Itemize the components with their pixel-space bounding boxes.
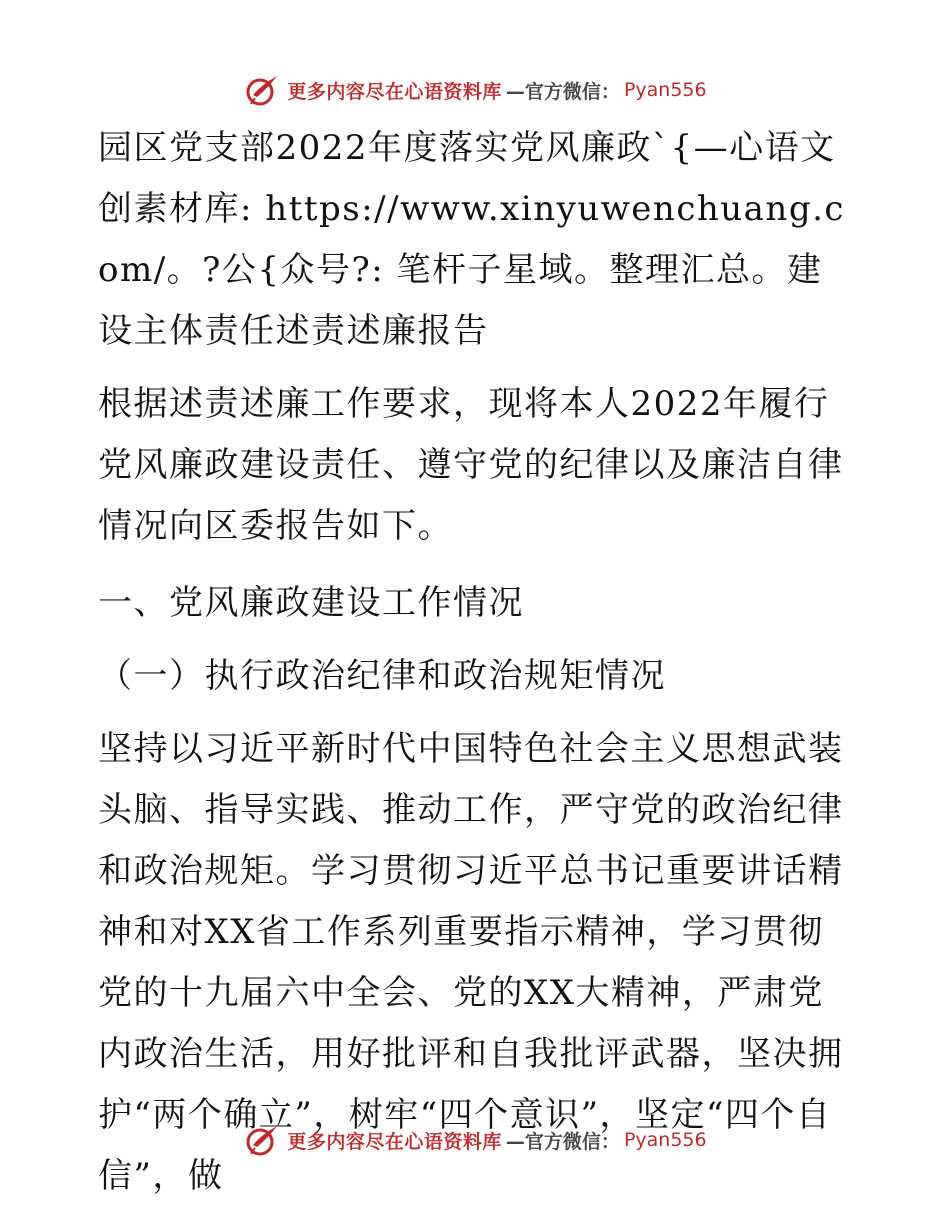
- watermark-wechat-id: Pyan556: [623, 1129, 707, 1151]
- watermark-wechat-label: —官方微信：: [505, 80, 620, 103]
- section-heading: 一、党风廉政建设工作情况: [98, 583, 524, 623]
- watermark-text: 更多内容尽在心语资料库: [287, 80, 502, 103]
- feather-scroll-logo-icon: [243, 1123, 281, 1157]
- body-paragraph: 坚持以习近平新时代中国特色社会主义思想武装头脑、指导实践、推动工作，严守党的政治纪律和政治规矩。学习贯彻习近平总书记重要讲话精神和对XX省工作系列重要指示精神，学习贯彻党的十九届六中全会、党的XX大精神，严肃党内政治生活，用好批评和自我批评武器，坚决拥护“两个确立”，树牢“四个意识”，坚定“四个自信”，做: [98, 729, 844, 1196]
- subsection-heading: （一）执行政治纪律和政治规矩情况: [98, 656, 666, 696]
- feather-scroll-logo-icon: [243, 73, 281, 107]
- watermark-wechat-label: —官方微信：: [505, 1130, 620, 1153]
- intro-paragraph: 根据述责述廉工作要求，现将本人2022年履行党风廉政建设责任、遵守党的纪律以及廉洁自律情况向区委报告如下。: [98, 384, 844, 546]
- document-title: 园区党支部2022年度落实党风廉政`{—心语文创素材库: https://www.xinyuwenchuang.com/。?公{众号?: 笔杆子星域。整理汇总。建设主体责任述责述廉报告: [98, 128, 845, 351]
- watermark-wechat-id: Pyan556: [623, 79, 707, 101]
- document-body: [98, 118, 850, 1223]
- watermark-banner-bottom: [0, 1120, 950, 1160]
- watermark-banner-top: [0, 70, 950, 110]
- watermark-text: 更多内容尽在心语资料库: [287, 1130, 502, 1153]
